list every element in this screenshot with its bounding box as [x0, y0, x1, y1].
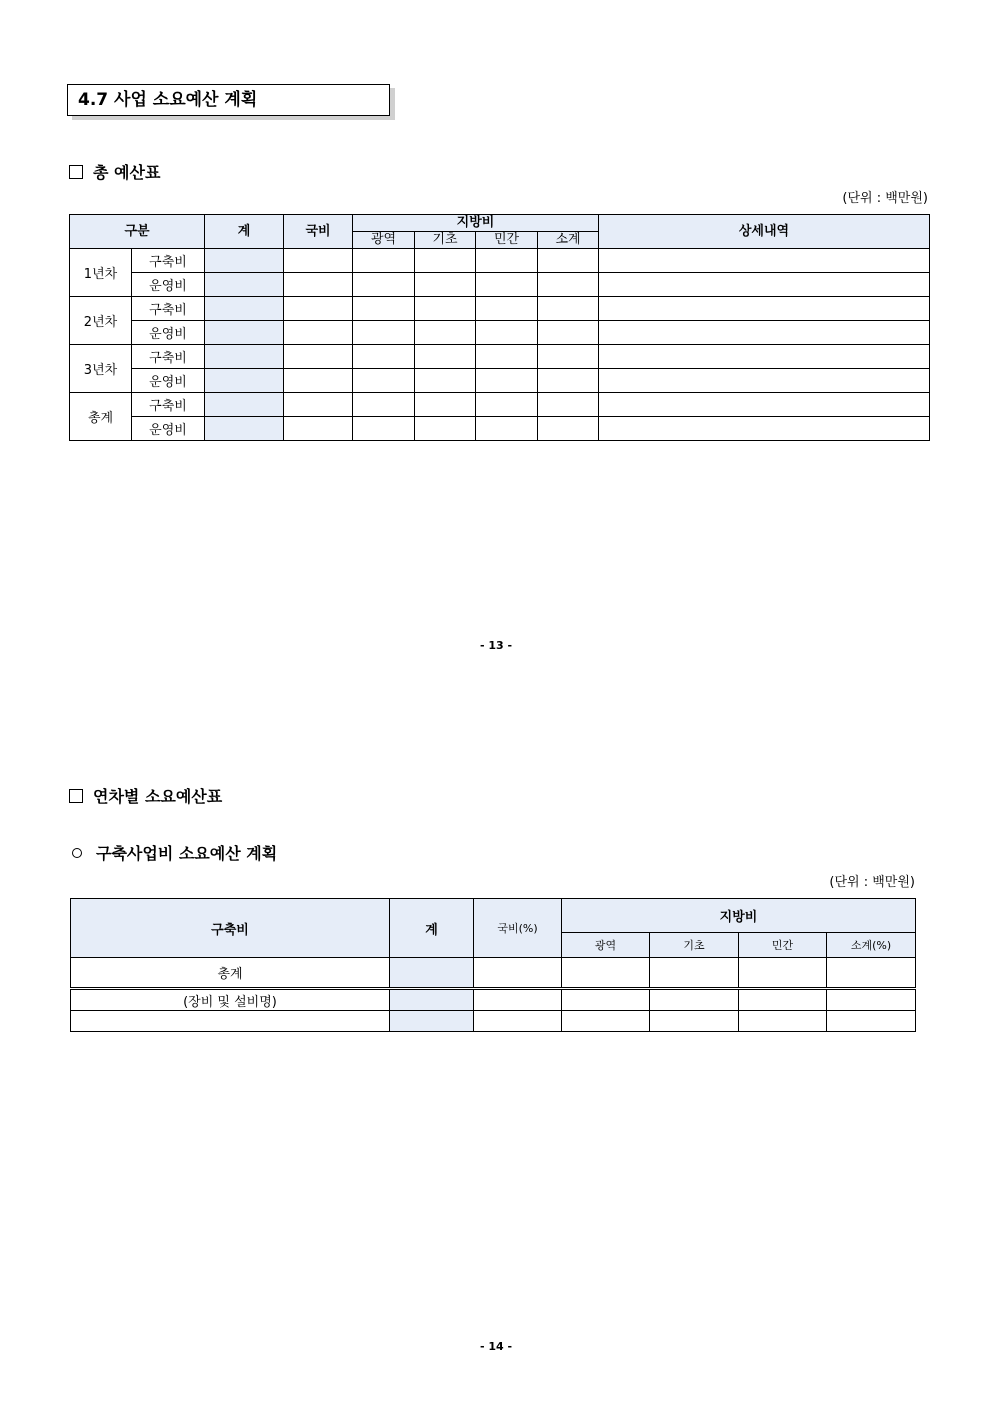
page-number: - 14 - [479, 1340, 513, 1353]
construction-heading [68, 841, 277, 864]
cell [353, 297, 415, 321]
item-label: 운영비 [132, 273, 205, 297]
circle-bullet-icon [72, 848, 82, 858]
cell [827, 1011, 916, 1032]
total-budget-table [69, 214, 930, 441]
table-row [70, 249, 930, 273]
cell [476, 297, 538, 321]
cell [205, 321, 284, 345]
header-local: 지방비 [353, 215, 599, 232]
cell [284, 417, 353, 441]
cell [284, 369, 353, 393]
table-row [70, 345, 930, 369]
table-row [71, 989, 916, 1011]
item-label: 운영비 [132, 369, 205, 393]
cell [599, 249, 930, 273]
item-label: 운영비 [132, 417, 205, 441]
cell [205, 297, 284, 321]
total-budget-heading-text: 총 예산표 [93, 163, 161, 182]
cell [205, 369, 284, 393]
cell [599, 369, 930, 393]
cell [538, 417, 599, 441]
cell [205, 249, 284, 273]
cell [827, 989, 916, 1011]
yearly-budget-heading-text: 연차별 소요예산표 [93, 787, 223, 806]
cell [284, 273, 353, 297]
cell [538, 297, 599, 321]
header-category: 구축비 [71, 899, 390, 958]
cell [284, 297, 353, 321]
cell [538, 369, 599, 393]
header-local: 지방비 [562, 899, 916, 933]
row-label: 총계 [71, 958, 390, 989]
total-budget-heading [69, 160, 160, 183]
header-national: 국비 [284, 215, 353, 249]
cell [599, 321, 930, 345]
table-row [70, 417, 930, 441]
cell [538, 321, 599, 345]
cell [739, 958, 827, 989]
table-row [70, 393, 930, 417]
header-local-sub: 민간 [476, 232, 538, 249]
item-label: 운영비 [132, 321, 205, 345]
cell [284, 249, 353, 273]
cell [476, 369, 538, 393]
cell [353, 369, 415, 393]
header-details: 상세내역 [599, 215, 930, 249]
header-total: 계 [205, 215, 284, 249]
cell [284, 393, 353, 417]
unit-label: (단위 : 백만원) [829, 875, 915, 890]
construction-heading-text: 구축사업비 소요예산 계획 [96, 844, 278, 863]
cell [476, 345, 538, 369]
cell [562, 958, 650, 989]
cell [205, 393, 284, 417]
table-row [71, 958, 916, 989]
yearly-budget-heading [69, 784, 222, 807]
cell [415, 393, 476, 417]
cell [538, 345, 599, 369]
cell [827, 958, 916, 989]
table-row [71, 1011, 916, 1032]
cell [353, 273, 415, 297]
cell [415, 297, 476, 321]
cell [476, 273, 538, 297]
cell [474, 989, 562, 1011]
cell [476, 249, 538, 273]
checkbox-square-icon [69, 165, 83, 179]
header-local-sub: 광역 [353, 232, 415, 249]
cell [650, 958, 739, 989]
cell [390, 958, 474, 989]
cell [390, 1011, 474, 1032]
cell [474, 1011, 562, 1032]
cell [415, 345, 476, 369]
cell [650, 1011, 739, 1032]
cell [205, 345, 284, 369]
cell [599, 345, 930, 369]
cell [353, 417, 415, 441]
item-label: 구축비 [132, 345, 205, 369]
unit-label: (단위 : 백만원) [842, 191, 928, 206]
cell [415, 273, 476, 297]
group-label: 총계 [70, 393, 132, 441]
cell [353, 249, 415, 273]
table-row [70, 297, 930, 321]
cell [353, 345, 415, 369]
cell [415, 417, 476, 441]
cell [599, 297, 930, 321]
cell [476, 417, 538, 441]
header-total: 계 [390, 899, 474, 958]
cell [538, 273, 599, 297]
header-local-sub: 기초 [415, 232, 476, 249]
cell [284, 321, 353, 345]
cell [415, 249, 476, 273]
item-label: 구축비 [132, 249, 205, 273]
cell [538, 249, 599, 273]
cell [599, 417, 930, 441]
cell [353, 321, 415, 345]
cell [353, 393, 415, 417]
row-label: (장비 및 설비명) [71, 989, 390, 1011]
section-title: 4.7 사업 소요예산 계획 [67, 84, 390, 116]
page-number: - 13 - [479, 639, 513, 652]
header-local-sub: 소계(%) [827, 933, 916, 958]
header-category: 구분 [70, 215, 205, 249]
cell [650, 989, 739, 1011]
cell [739, 1011, 827, 1032]
cell [562, 989, 650, 1011]
group-label: 1년차 [70, 249, 132, 297]
header-national: 국비(%) [474, 899, 562, 958]
cell [562, 1011, 650, 1032]
cell [415, 321, 476, 345]
cell [476, 321, 538, 345]
cell [739, 989, 827, 1011]
construction-budget-table [70, 898, 916, 1032]
cell [538, 393, 599, 417]
group-label: 2년차 [70, 297, 132, 345]
item-label: 구축비 [132, 297, 205, 321]
table-row [70, 321, 930, 345]
group-label: 3년차 [70, 345, 132, 393]
row-label [71, 1011, 390, 1032]
table-row [70, 369, 930, 393]
cell [205, 273, 284, 297]
cell [284, 345, 353, 369]
header-local-sub: 기초 [650, 933, 739, 958]
cell [415, 369, 476, 393]
cell [205, 417, 284, 441]
header-local-sub: 민간 [739, 933, 827, 958]
checkbox-square-icon [69, 789, 83, 803]
cell [474, 958, 562, 989]
cell [476, 393, 538, 417]
item-label: 구축비 [132, 393, 205, 417]
cell [390, 989, 474, 1011]
table-row [70, 273, 930, 297]
header-local-sub: 소계 [538, 232, 599, 249]
header-local-sub: 광역 [562, 933, 650, 958]
cell [599, 273, 930, 297]
cell [599, 393, 930, 417]
